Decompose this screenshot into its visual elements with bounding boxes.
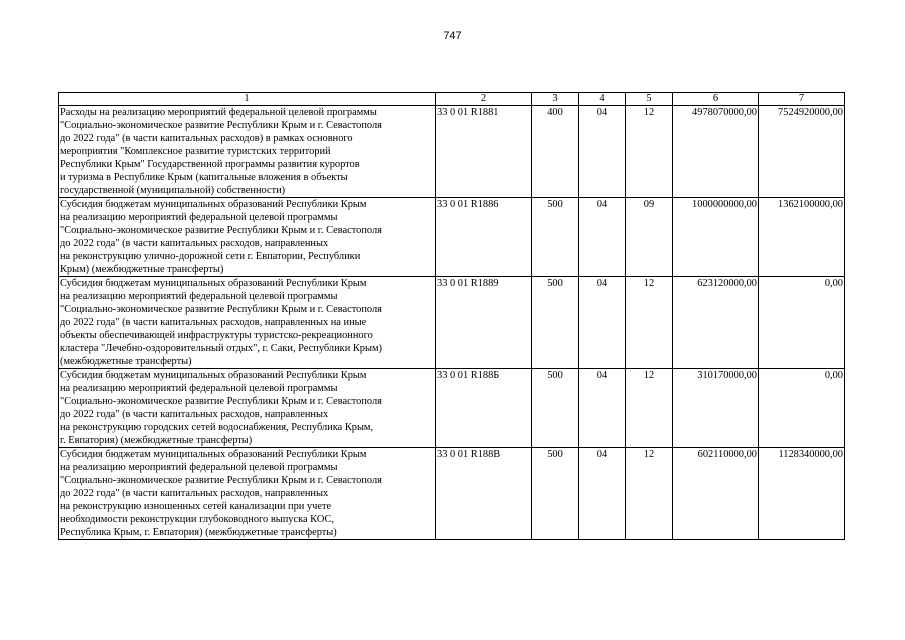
amount-col-7-cell: 0,00: [759, 277, 845, 369]
target-article-code-cell: 33 0 01 R188Б: [436, 369, 532, 448]
header-row: [59, 93, 845, 106]
amount-col-7-cell: 1128340000,00: [759, 448, 845, 540]
expense-type-cell: 500: [532, 448, 579, 540]
target-article-code-cell: 33 0 01 R1881: [436, 106, 532, 198]
amount-col-6-cell: 623120000,00: [673, 277, 759, 369]
target-article-code-cell: 33 0 01 R1886: [436, 198, 532, 277]
amount-col-6-cell: 602110000,00: [673, 448, 759, 540]
amount-col-7-cell: 0,00: [759, 369, 845, 448]
section-cell: 04: [579, 369, 626, 448]
expense-type-cell: 500: [532, 277, 579, 369]
subsection-cell: 12: [626, 277, 673, 369]
expense-name-cell: Субсидия бюджетам муниципальных образований Республики Крым на реализацию мероприятий федеральной целевой программы "Социально-экономическое развитие Республики Крым и г. Севастополя до 2022 года" (в части капитальных расходов, направленных на реконструкцию изношенных сетей канализации при учете необходимости реконструкции глубоководного выпуска КОС, Республика Крым, г. Евпатория) (межбюджетные трансферты): [59, 448, 436, 540]
header-col-6: 6: [673, 93, 759, 106]
amount-col-6-cell: 1000000000,00: [673, 198, 759, 277]
table-header: [59, 93, 845, 106]
amount-col-7-cell: 1362100000,00: [759, 198, 845, 277]
page-number: 747: [443, 30, 462, 42]
table-body: [59, 106, 845, 540]
table-row: [59, 277, 845, 369]
subsection-cell: 09: [626, 198, 673, 277]
subsection-cell: 12: [626, 106, 673, 198]
expense-name-cell: Субсидия бюджетам муниципальных образований Республики Крым на реализацию мероприятий федеральной целевой программы "Социально-экономическое развитие Республики Крым и г. Севастополя до 2022 года" (в части капитальных расходов, направленных на иные объекты обеспечивающей инфраструктуры туристско-рекреационного кластера "Лечебно-оздоровительный отдых", г. Саки, Республики Крым) (межбюджетные трансферты): [59, 277, 436, 369]
section-cell: 04: [579, 106, 626, 198]
header-col-7: 7: [759, 93, 845, 106]
amount-col-6-cell: 310170000,00: [673, 369, 759, 448]
header-col-5: 5: [626, 93, 673, 106]
expense-name-cell: Субсидия бюджетам муниципальных образований Республики Крым на реализацию мероприятий федеральной целевой программы "Социально-экономическое развитие Республики Крым и г. Севастополя до 2022 года" (в части капитальных расходов, направленных на реконструкцию городских сетей водоснабжения, Республика Крым, г. Евпатория) (межбюджетные трансферты): [59, 369, 436, 448]
expense-type-cell: 400: [532, 106, 579, 198]
expense-name-cell: Расходы на реализацию мероприятий федеральной целевой программы "Социально-экономическое развитие Республики Крым и г. Севастополя до 2022 года" (в части капитальных расходов) в рамках основного мероприятия "Комплексное развитие туристских территорий Республики Крым" Государственной программы развития курортов и туризма в Республике Крым (капитальные вложения в объекты государственной (муниципальной) собственности): [59, 106, 436, 198]
section-cell: 04: [579, 198, 626, 277]
table-row: [59, 198, 845, 277]
amount-col-7-cell: 7524920000,00: [759, 106, 845, 198]
header-col-3: 3: [532, 93, 579, 106]
section-cell: 04: [579, 448, 626, 540]
expense-type-cell: 500: [532, 198, 579, 277]
expense-name-cell: Субсидия бюджетам муниципальных образований Республики Крым на реализацию мероприятий федеральной целевой программы "Социально-экономическое развитие Республики Крым и г. Севастополя до 2022 года" (в части капитальных расходов, направленных на реконструкцию улично-дорожной сети г. Евпатории, Республики Крым) (межбюджетные трансферты): [59, 198, 436, 277]
header-col-2: 2: [436, 93, 532, 106]
table-row: [59, 106, 845, 198]
expense-type-cell: 500: [532, 369, 579, 448]
header-col-1: 1: [59, 93, 436, 106]
section-cell: 04: [579, 277, 626, 369]
target-article-code-cell: 33 0 01 R188В: [436, 448, 532, 540]
target-article-code-cell: 33 0 01 R1889: [436, 277, 532, 369]
amount-col-6-cell: 4978070000,00: [673, 106, 759, 198]
subsection-cell: 12: [626, 448, 673, 540]
table-row: [59, 448, 845, 540]
subsection-cell: 12: [626, 369, 673, 448]
header-col-4: 4: [579, 93, 626, 106]
budget-table: [58, 92, 845, 540]
table-row: [59, 369, 845, 448]
